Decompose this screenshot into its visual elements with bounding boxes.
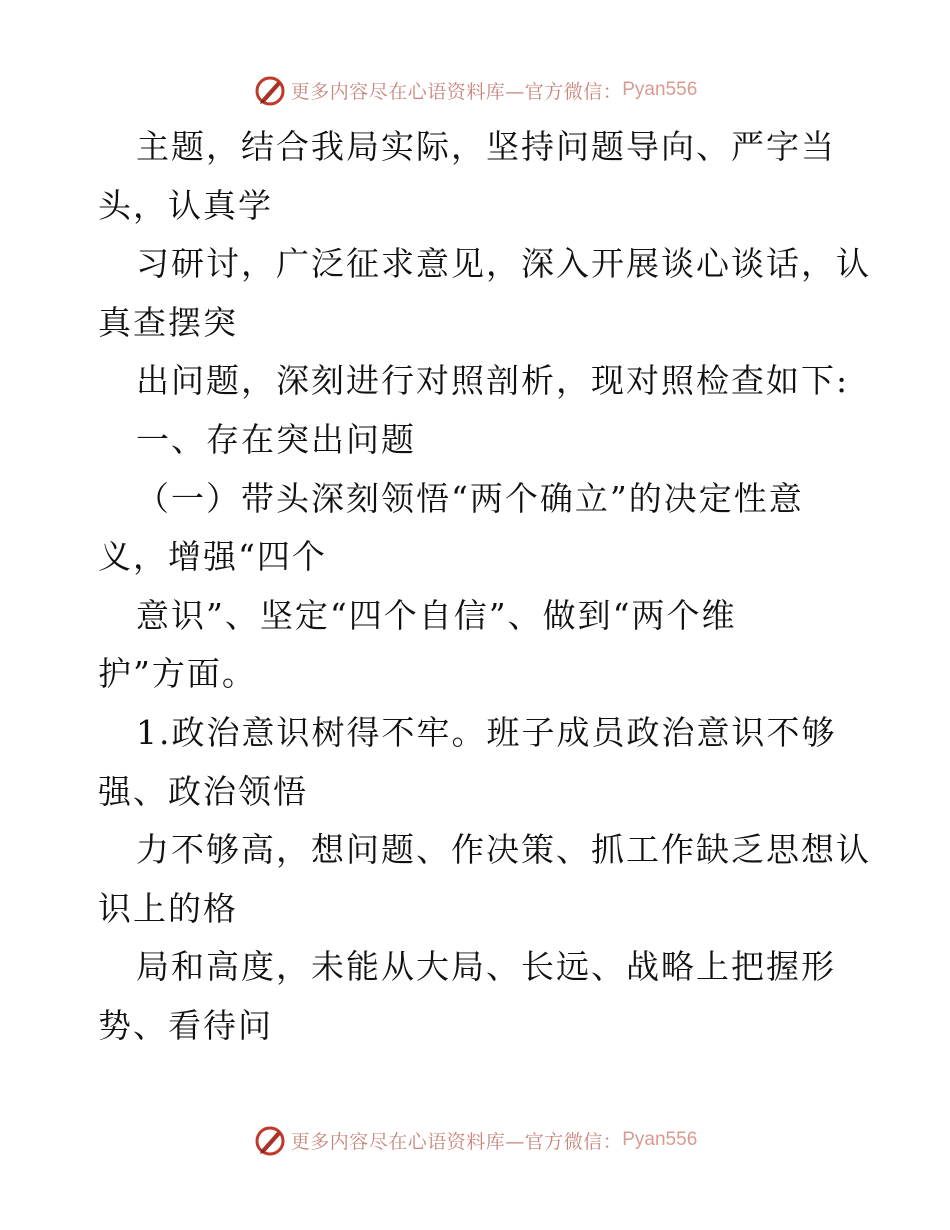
- paragraph-line: 出问题，深刻进行对照剖析，现对照检查如下:: [136, 361, 850, 401]
- paragraph-line: 局和高度，未能从大局、长远、战略上把握形: [136, 947, 836, 987]
- section-heading: 一、存在突出问题: [136, 419, 416, 459]
- paragraph-line: 意识”、坚定“四个自信”、做到“两个维: [136, 595, 737, 635]
- watermark-text: 更多内容尽在心语资料库—官方微信：: [290, 80, 623, 103]
- paragraph-line: 势、看待问: [98, 1005, 273, 1045]
- paragraph-line: 头，认真学: [98, 185, 273, 225]
- paragraph-line: 识上的格: [98, 888, 238, 928]
- paragraph-line: 力不够高，想问题、作决策、抓工作缺乏思想认: [136, 830, 871, 870]
- document-body: [98, 118, 871, 1056]
- paragraph-line: 习研讨，广泛征求意见，深入开展谈心谈话，认: [136, 244, 871, 284]
- subsection-heading: （一）带头深刻领悟“两个确立”的决定性意: [136, 478, 804, 518]
- paragraph-line: 真查摆突: [98, 302, 238, 342]
- paragraph-line: 强、政治领悟: [98, 771, 308, 811]
- paragraph-line: 护”方面。: [98, 654, 257, 694]
- subsection-heading: 义，增强“四个: [98, 537, 327, 577]
- watermark-wechat-id: Pyan556: [622, 79, 698, 100]
- footer-watermark: [0, 1120, 950, 1160]
- watermark-wechat-id: Pyan556: [622, 1129, 698, 1150]
- watermark-text: 更多内容尽在心语资料库—官方微信：: [290, 1130, 623, 1153]
- paragraph-line: 1.政治意识树得不牢。班子成员政治意识不够: [136, 712, 837, 752]
- paragraph-line: 主题，结合我局实际，坚持问题导向、严字当: [136, 127, 836, 166]
- pen-logo-icon: [253, 1123, 287, 1157]
- header-watermark: [0, 70, 950, 110]
- pen-logo-icon: [253, 73, 287, 107]
